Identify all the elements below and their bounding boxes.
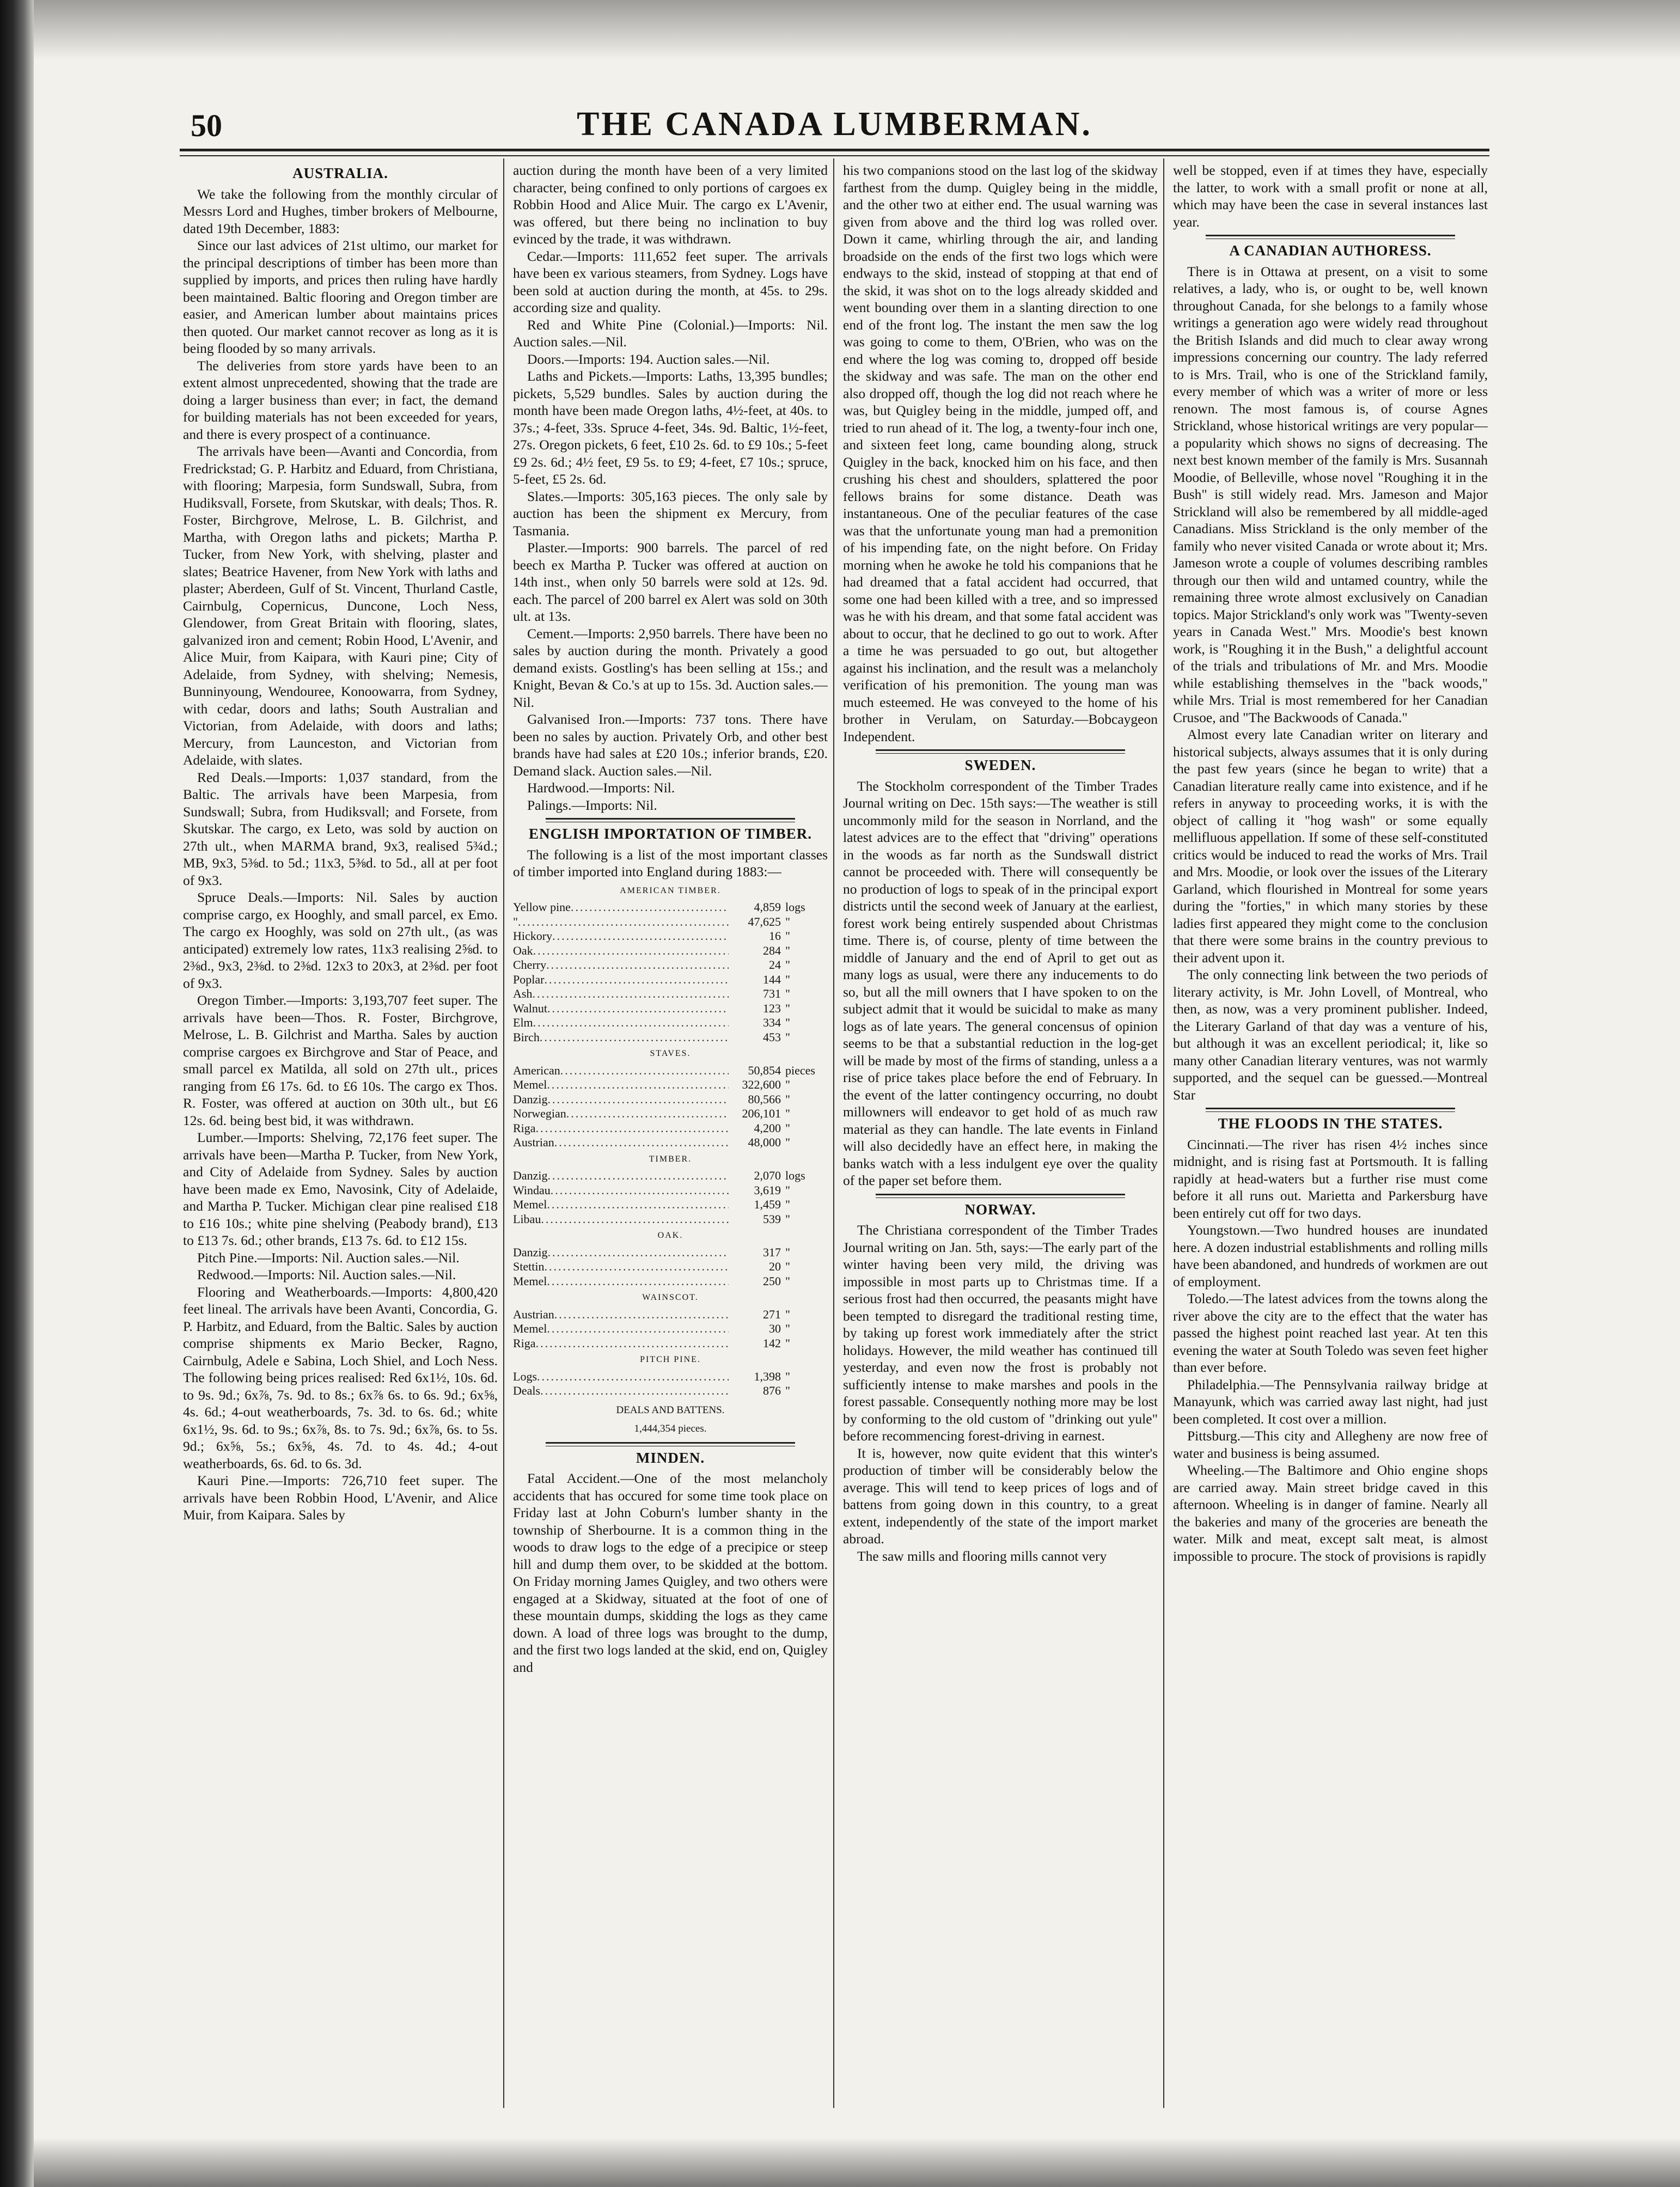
australia-paragraph: The arrivals have been—Avanti and Concordia, from Fredrickstad; G. P. Harbitz and Eduard, from Christiana, with flooring; Marpesia, form Sundswall, Subra, from Hudiksvall, Forsete, from Skutskar, with deals; Thos. R. Foster, Birchgrove, Melrose, L. B. Gilchrist, and Martha, with Oregon laths and pickets; Martha P. Tucker, from New York, with shelving, plaster and slates; Beatrice Havener, from New York with laths and plaster; Aberdeen, Gulf of St. Vincent, Thurland Castle, Cairnbulg, Copernicus, Duncone, Loch Ness, Glendower, from Great Britain with flooring, slates, galvanized iron and cement; Robin Hood, L'Avenir, and Alice Muir, from Kaipara, with Kauri pine; City of Adelaide, from Sydney, with shelving; Nemesis, Bunninyoung, Wendouree, Konoowarra, from Sydney, with cedar, doors and laths; South Australian and Victorian, from Adelaide, with doors and laths; Mercury, from Launceston, and Victorian from Adelaide, with slates. [183,443,498,768]
australia-paragraph: Kauri Pine.—Imports: 726,710 feet super. The arrivals have been Robbin Hood, L'Avenir, and Alice Muir, from Kaipara. Sales by [183,1473,498,1523]
timber-name: Birch [513,1030,540,1044]
continued-paragraph: Palings.—Imports: Nil. [527,797,657,813]
column-divider [833,158,834,2108]
timber-unit: " [785,972,790,986]
table-row [513,1336,828,1351]
timber-name: Memel [513,1078,547,1091]
timber-unit: pieces [785,1063,815,1077]
timber-quantity: 2,070 [754,1169,781,1182]
timber-name: " [513,914,518,928]
page-number: 50 [191,108,222,143]
timber-quantity: 144 [763,972,781,986]
norway-paragraph: It is, however, now quite evident that this winter's production of timber will be considerably below the average. This will tend to keep prices of logs and of battens from going down in this country, to a great extent, independently of the state of the import market abroad. [843,1445,1158,1547]
table-category: PITCH PINE. [640,1355,701,1364]
timber-unit: " [785,1107,790,1120]
australia-paragraph: We take the following from the monthly circular of Messrs Lord and Hughes, timber brokers of Melbourne, dated 19th December, 1883: [183,186,498,236]
timber-unit: " [785,1245,790,1259]
timber-name: Riga [513,1121,536,1135]
timber-unit: " [785,1384,790,1397]
timber-unit: " [785,943,790,957]
timber-quantity: 50,854 [748,1063,781,1077]
timber-quantity: 1,459 [754,1198,781,1211]
section-rule [876,1194,1125,1198]
table-row [513,1121,828,1136]
article-title-canadian-authoress: A CANADIAN AUTHORESS. [1229,242,1432,259]
australia-paragraph: Oregon Timber.—Imports: 3,193,707 feet super. The arrivals have been—Thos. R. Foster, Birchgrove, Melrose, L. B. Gilchrist and Martha. Sales by auction comprise cargoes ex Birchgrove and Star of Peace, and small parcel ex Matilda, all sold on 27th ult., prices ranging from £6 17s. 6d. to £6 10s. The cargo ex Thos. R. Foster, was offered at auction on 30th ult., but £6 12s. 6d. being best bid, it was withdrawn. [183,992,498,1128]
floods-paragraph: Wheeling.—The Baltimore and Ohio engine shops are carried away. Main street bridge caved in this afternoon. Wheeling is in danger of famine. Nearly all the bakeries and many of the groceries are beneath the water. Milk and meat, except salt meat, is almost impossible to procure. The stock of provisions is rapidly [1173,1462,1488,1564]
timber-quantity: 30 [769,1322,781,1335]
dot-leader [548,1169,729,1183]
timber-name: Memel [513,1322,547,1335]
timber-quantity: 80,566 [748,1092,781,1106]
sweden-paragraph: The Stockholm correspondent of the Timber Trades Journal writing on Dec. 15th says:—The weather is still uncommonly mild for the season in Norrland, and the latest advices are to the effect that "driving" operations in the woods as far north as the Sundswall district cannot be proceeded with. There will consequently be no production of logs to speak of in the principal export districts until the second week of January at the earliest, forest work being entirely suspended about Christmas time. There is, of course, plenty of time between the middle of January and the end of April to get out as many logs as usual, were there any inducements to do so, but all the mill owners that I have spoken to on the subject admit that it would be suicidal to make as many logs as of late years. The general concensus of opinion seems to be that a substantial reduction in the log-get will be made by most of the firms of standing, unless a a rise of price takes place before the end of February. In the event of the latter contingency occurring, no doubt millowners will endeavor to get hold of as much raw material as they can handle. The late events in Finland will also decidedly have an effect here, in making the banks watch with a less indulgent eye over the quality of the paper set before them. [843,778,1158,1188]
dot-leader [544,1260,729,1274]
floods-paragraph: Toledo.—The latest advices from the towns along the river above the city are to the effect that the water has passed the highest point reached last year. At ten this evening the water at South Toledo was seven feet higher than ever before. [1173,1291,1488,1375]
timber-name: Memel [513,1198,547,1211]
table-row [513,929,828,944]
timber-unit: " [785,1369,790,1383]
continued-paragraph: Doors.—Imports: 194. Auction sales.—Nil. [527,351,770,367]
column-3 [843,162,1158,2107]
timber-name: Austrian [513,1307,554,1321]
table-row [513,958,828,973]
authoress-paragraph: The only connecting link between the two periods of literary activity, is Mr. John Lovell, of Montreal, who then, as now, was a very prominent publisher. Indeed, the Literary Garland of that day was a venture of his, but although it was an excellent periodical; it, like so many other Canadian literary ventures, was not warmly supported, and the sequel can be guessed.—Montreal Star [1173,967,1488,1103]
timber-name: Austrian [513,1135,554,1149]
continued-paragraph: Slates.—Imports: 305,163 pieces. The only sale by auction has been the shipment ex Mercury, from Tasmania. [513,488,828,539]
dot-leader [537,1370,729,1384]
section-rule [546,818,795,822]
header-rule-thick [180,149,1489,151]
floods-paragraph: Philadelphia.—The Pennsylvania railway bridge at Manayunk, which was carried away last night, had just been completed. It cost over a million. [1173,1376,1488,1427]
timber-quantity: 123 [763,1001,781,1015]
timber-unit: " [785,958,790,972]
timber-name: Cherry [513,958,547,972]
dot-leader [554,1308,729,1322]
dot-leader [571,900,729,915]
column-2 [513,162,828,2107]
australia-paragraph: Spruce Deals.—Imports: Nil. Sales by auction comprise cargo, ex Hooghly, and small parcel, ex Emo. The cargo ex Hooghly, was sold on 27th ult., (as was anticipated) extremely low rates, 11x3 realising 2⅝d. to 2⅜d., 9x3, 2⅜d. to 2⅜d. 12x3 to 20x3, at 2⅜d. per foot of 9x3. [183,889,498,991]
table-row [513,900,828,915]
timber-name: Elm [513,1016,533,1029]
dot-leader [532,987,729,1001]
dot-leader [547,1198,729,1212]
dot-leader [544,973,729,987]
table-row [513,1274,828,1289]
dot-leader [546,958,729,973]
timber-name: American [513,1063,560,1077]
dot-leader [560,1064,729,1078]
masthead: THE CANADA LUMBERMAN. [577,106,1092,143]
timber-quantity: 322,600 [742,1078,781,1091]
dot-leader [547,1274,729,1289]
australia-paragraph: Since our last advices of 21st ultimo, our market for the principal descriptions of timber has been more than supplied by imports, and prices then ruling have hardly been maintained. Baltic flooring and Oregon timber are easier, and American lumber about maintains prices then quoted. Our market cannot recover as long as it is being flooded by so many arrivals. [183,237,498,356]
scanned-binding-edge [0,0,34,2187]
floods-paragraph: Cincinnati.—The river has risen 4½ inches since midnight, and is rising fast at Portsmouth. It is falling rapidly at head-waters but a further rise must come before it all runs out. Marietta and Parkersburg have been entirely cut off for two days. [1173,1136,1488,1221]
floods-paragraph: Pittsburg.—This city and Allegheny are now free of water and business is being assumed. [1173,1428,1488,1461]
table-row [513,1107,828,1121]
dot-leader [533,1016,729,1030]
timber-import-table [513,884,828,1398]
minden-paragraph: his two companions stood on the last log of the skidway farthest from the dump. Quigley being in the middle, and the other two at either end. The usual warning was given from above and the third log was rolled over. Down it came, whirling through the air, and landing broadside on the ends of the first two logs which were endways to the skid, instead of stopping at that end of the skid, it was shot on to the logs already skidded and went bounding over them in a slanting direction to one end of the front log. The instant the men saw the log was going to come to them, O'Brien, who was on the end where the log was coming to, dropped off beside the skidway and was safe. The man on the other end also dropped off, though the log did not reach where he was, but Quigley being in the middle, jumped off, and tried to run ahead of it. The log, a twenty-four inch one, and sixteen feet long, came bounding along, struck Quigley in the back, knocked him on his face, and then crushing his chest and shoulders, splattered the poor fellows brains for some distance. Death was instantaneous. One of the peculiar features of the case was that the unfortunate young man had a premonition of his impending fate, on the night before. On Friday morning when he awoke he told his companions that he had dreamed that a fatal accident had occurred, that some one had been killed with a tree, and so impressed was he with his dream, and that some fatal accident was about to occur, that he declined to go out to work. After a time he was persuaded to go out, but altogether against his inclination, and the result was a melancholy verification of his premonition. The young man was much esteemed. He was conveyed to the home of his brother in Verulam, on Saturday.—Bobcaygeon Independent. [843,162,1158,744]
table-category: WAINSCOT. [642,1293,699,1302]
timber-quantity: 284 [763,943,781,957]
continued-paragraph: auction during the month have been of a very limited character, being confined to only portions of cargoes ex Robbin Hood and Alice Muir. The cargo ex L'Avenir, was offered, but there being no inclination to buy evinced by the trade, it was withdrawn. [513,162,828,247]
australia-paragraph: Red Deals.—Imports: 1,037 standard, from the Baltic. The arrivals have been Marpesia, from Sundswall; Subra, from Hudiksvall; and Forsete, from Skutskar. The cargo, ex Leto, was sold by auction on 27th ult., when MARMA brand, 9x3, realised 5¾d.; MB, 9x3, 5⅜d. to 5d.; 11x3, 5⅜d. to 5d., all at per foot of 9x3. [183,769,498,888]
norway-paragraph: The Christiana correspondent of the Timber Trades Journal writing on Jan. 5th, says:—The early part of the winter having been very mild, the driving was impossible in most parts up to Christmas time. If a serious frost had then occurred, the peasants might have been tempted to disregard the traditional resting time, by taking up forest work immediately after the strict holidays. However, the mild weather has continued till yesterday, and even now the frost is probably not sufficiently intense to make marshes and pools in the forest passable. Consequently nothing more may be lost by conforming to the old custom of "drinking out yule" before recommencing forest-driving in earnest. [843,1222,1158,1444]
timber-unit: " [785,1260,790,1273]
article-title-australia: AUSTRALIA. [292,165,388,181]
dot-leader [536,1121,729,1136]
dot-leader [518,915,729,930]
timber-unit: " [785,987,790,1000]
timber-unit: " [785,1336,790,1350]
timber-name: Danzig [513,1245,548,1259]
timber-unit: " [785,1092,790,1106]
timber-quantity: 1,398 [754,1369,781,1383]
australia-paragraph: Redwood.—Imports: Nil. Auction sales.—Nil. [197,1267,456,1282]
timber-name: Yellow pine [513,900,571,914]
timber-unit: " [785,1198,790,1211]
timber-quantity: 24 [769,958,781,972]
continued-paragraph: Cement.—Imports: 2,950 barrels. There have been no sales by auction during the month. Privately a good demand exists. Gostling's has been selling at 15s.; and Knight, Bevan & Co.'s at up to 15s. 3d. Auction sales.—Nil. [513,625,828,710]
continued-paragraph: Laths and Pickets.—Imports: Laths, 13,395 bundles; pickets, 5,529 bundles. Sales by auction during the month have been made Oregon laths, 4½-feet, at 40s. to 37s.; 4-feet, 33s. Spruce 4-feet, 34s. 9d. Baltic, 1½-feet, 27s. Oregon pickets, 6 feet, £10 2s. 6d. to £9 10s.; 5-feet £9 2s. 6d.; 4½ feet, £9 5s. to £9; 4-feet, £7 10s.; spruce, 5-feet, £5 2s. 6d. [513,368,828,487]
timber-quantity: 876 [763,1384,781,1397]
table-row [513,1064,828,1078]
table-category: AMERICAN TIMBER. [620,885,721,895]
dot-leader [540,1030,729,1045]
dot-leader [548,1092,729,1107]
continued-paragraph: Cedar.—Imports: 111,652 feet super. The arrivals have been ex various steamers, from Sydney. Logs have been sold at auction during the month, at 45s. to 29s. according size and quality. [513,248,828,315]
timber-quantity: 48,000 [748,1135,781,1149]
table-row [513,1092,828,1107]
table-category: STAVES. [650,1049,691,1058]
timber-quantity: 250 [763,1274,781,1288]
english-importation-intro: The following is a list of the most important classes of timber imported into England during 1883:— [513,846,828,879]
section-rule [1206,1108,1455,1112]
minden-paragraph: Fatal Accident.—One of the most melancholy accidents that has occured for some time took place on Friday last at John Coburn's lumber shanty in the township of Sherbourne. It is a common thing in the woods to draw logs to the edge of a precipice or steep hill and dump them over, to be skidded at the bottom. On Friday morning James Quigley, and two others were engaged at a Skidway, situated at the foot of one of these mountain dumps, skidding the logs as they came down. A load of three logs was brought to the dump, and the first two logs landed at the skid, end on, Quigley and [513,1470,828,1675]
timber-unit: logs [785,1169,805,1182]
timber-quantity: 731 [763,987,781,1000]
table-row [513,1169,828,1183]
article-title-sweden: SWEDEN. [964,757,1036,773]
table-row [513,1384,828,1398]
timber-quantity: 453 [763,1030,781,1044]
scan-shadow-bottom [34,2138,1680,2187]
column-divider [1163,158,1164,2108]
dot-leader [547,1078,729,1092]
timber-quantity: 4,859 [754,900,781,914]
dot-leader [551,1183,729,1198]
timber-unit: " [785,1322,790,1335]
section-rule [1206,235,1455,239]
timber-quantity: 142 [763,1336,781,1350]
timber-quantity: 334 [763,1016,781,1029]
continued-paragraph: Plaster.—Imports: 900 barrels. The parcel of red beech ex Martha P. Tucker was offered at auction on 14th inst., when only 50 barrels were sold at 12s. 9d. each. The parcel of 200 barrel ex Alert was sold on 30th ult. at 13s. [513,540,828,624]
continued-paragraph: Hardwood.—Imports: Nil. [527,780,675,796]
timber-name: Norwegian [513,1107,566,1120]
timber-unit: " [785,1078,790,1091]
table-row [513,1135,828,1150]
table-row [513,1078,828,1092]
dot-leader [547,1001,729,1016]
timber-name: Libau [513,1212,541,1226]
section-rule [546,1442,795,1446]
norway-paragraph: well be stopped, even if at times they have, especially the latter, to work with a small profit or none at all, which may have been the case in several instances last year. [1173,162,1488,230]
australia-paragraph: Flooring and Weatherboards.—Imports: 4,800,420 feet lineal. The arrivals have been Avanti, Concordia, G. P. Harbitz, and Eduard, from the Baltic. Sales by auction comprise shipments ex Mario Becker, Ragno, Cairnbulg, Adele e Sabina, Loch Shiel, and Loch Ness. The following being prices realised: Red 6x1½, 10s. 6d. to 9s. 9d.; 6x⅞, 7s. 9d. to 8s.; 6x⅞ 6s. to 6s. 9d.; 6x⅝, 4s. 6d.; 4-out weatherboards, 7s. 3d. to 6s. 6d.; white 6x1½, 9s. 6d. to 9s.; 6x⅞, 8s. to 7s. 9d.; 6x⅞, 6s. to 5s. 9d.; 6x⅝, 5s.; 6x⅝, 4s. 7d. to 4s. 4d.; 4-out weatherboards, 6s. 6d. to 6s. 3d. [183,1284,498,1471]
table-row [513,1030,828,1045]
deals-battens-caption: DEALS AND BATTENS. [616,1404,725,1416]
timber-name: Poplar [513,972,545,986]
article-title-floods: THE FLOODS IN THE STATES. [1218,1115,1443,1132]
timber-unit: logs [785,900,805,914]
column-divider [503,158,504,2108]
table-category: OAK. [657,1231,683,1240]
column-1 [183,162,498,2107]
dot-leader [536,1336,729,1351]
timber-unit: " [785,1307,790,1321]
timber-unit: " [785,1183,790,1197]
table-row [513,987,828,1001]
timber-unit: " [785,1030,790,1044]
timber-name: Danzig [513,1092,548,1106]
article-title-english-importation: ENGLISH IMPORTATION OF TIMBER. [528,826,812,842]
timber-unit: " [785,929,790,943]
table-category: TIMBER. [649,1154,692,1164]
table-row [513,1308,828,1322]
timber-unit: " [785,1001,790,1015]
authoress-paragraph: Almost every late Canadian writer on literary and historical subjects, always assumes that it is only during the past few years (since he began to write) that a Canadian literature really came into existence, and if he refers in anyway to proceeding works, it is with the object of calling it "hog wash" or some equally mellifluous appellation. If some of these self-constituted critics would be induced to read the works of Mrs. Trail and Mrs. Moodie, or look over the issues of the Literary Garland, which flourished in Montreal for some years during the "forties," in which many stories by these ladies first appeared they might come to the conclusion that there were some brains in the country previous to their advent upon it. [1173,726,1488,966]
dot-leader [547,1322,729,1336]
continued-paragraph: Red and White Pine (Colonial.)—Imports: Nil. Auction sales.—Nil. [513,316,828,350]
timber-name: Memel [513,1274,547,1288]
australia-paragraph: Pitch Pine.—Imports: Nil. Auction sales.—Nil. [197,1249,460,1266]
newspaper-page [180,95,1489,2121]
page-header [180,95,1489,150]
deals-battens-total: 1,444,354 pieces. [634,1423,707,1434]
timber-quantity: 206,101 [742,1107,781,1120]
dot-leader [566,1107,729,1121]
column-4 [1173,162,1488,2107]
timber-unit: " [785,1016,790,1029]
table-row [513,1212,828,1227]
floods-paragraph: Youngstown.—Two hundred houses are inundated here. A dozen industrial establishments and rolling mills have been abandoned, and hundreds of workmen are out of employment. [1173,1222,1488,1290]
timber-quantity: 3,619 [754,1183,781,1197]
timber-quantity: 4,200 [754,1121,781,1135]
table-row [513,944,828,958]
timber-quantity: 317 [763,1245,781,1259]
timber-name: Stettin [513,1260,545,1273]
section-rule [876,749,1125,754]
timber-name: Oak [513,943,533,957]
table-row [513,915,828,930]
dot-leader [540,1384,729,1398]
norway-paragraph: The saw mills and flooring mills cannot very [857,1548,1107,1564]
table-row [513,1198,828,1212]
australia-paragraph: The deliveries from store yards have been to an extent almost unprecedented, showing that the trade are doing a larger business than ever; in fact, the demand for building materials has not been exceeded for years, and there is every prospect of a continuance. [183,357,498,442]
timber-quantity: 539 [763,1212,781,1226]
timber-name: Ash [513,987,533,1000]
timber-unit: " [785,1135,790,1149]
table-row [513,1322,828,1336]
timber-quantity: 47,625 [748,914,781,928]
timber-name: Riga [513,1336,536,1350]
dot-leader [552,929,729,944]
authoress-paragraph: There is in Ottawa at present, on a visit to some relatives, a lady, who is, or ought to be, well known throughout Canada, for she belongs to a family whose writings a generation ago were widely read throughout the British Islands and did much to clear away wrong impressions concerning our country. The lady referred to is Mrs. Trail, who is one of the Strickland family, every member of which was a writer of more or less renown. The most famous is, of course Agnes Strickland, whose historical writings are very popular—a popularity which shows no signs of decreasing. The next best known member of the family is Mrs. Susannah Moodie, of Belleville, whose novel "Roughing it in the Bush" is still widely read. Mrs. Jameson and Major Strickland will also be remembered by all middle-aged Canadians. Miss Strickland is the only member of the family who never visited Canada or wrote about it; Mrs. Jameson wrote a couple of volumes describing rambles through our then wild and untamed country, while the remaining three wrote almost exclusively on Canadian topics. Major Strickland's only work was "Twenty-seven years in Canada West." Mrs. Moodie's best known work, is "Roughing it in the Bush," a delightful account of the trials and tribulations of Mr. and Mrs. Moodie while establishing themselves in the "back woods," while Mrs. Trial is most remembered for her Canadian Crusoe, and "The Backwoods of Canada." [1173,263,1488,725]
table-row [513,1001,828,1016]
timber-name: Hickory [513,929,553,943]
dot-leader [533,944,729,958]
timber-name: Danzig [513,1169,548,1182]
scan-shadow-top [34,0,1680,60]
timber-unit: " [785,914,790,928]
timber-name: Logs [513,1369,537,1383]
table-row [513,1183,828,1198]
table-row [513,973,828,987]
timber-name: Deals [513,1384,541,1397]
article-title-minden: MINDEN. [636,1449,705,1466]
dot-leader [554,1135,729,1150]
timber-quantity: 271 [763,1307,781,1321]
article-title-norway: NORWAY. [964,1201,1036,1218]
timber-unit: " [785,1212,790,1226]
continued-paragraph: Galvanised Iron.—Imports: 737 tons. There have been no sales by auction. Privately Orb, and other best brands have had sales at £20 10s.; inferior brands, £20. Demand slack. Auction sales.—Nil. [513,711,828,779]
dot-leader [541,1212,729,1227]
timber-quantity: 20 [769,1260,781,1273]
timber-quantity: 16 [769,929,781,943]
australia-paragraph: Lumber.—Imports: Shelving, 72,176 feet super. The arrivals have been—Martha P. Tucker, from New York, and City of Adelaide from Sydney. Sales by auction have been made ex Emo, Navosink, City of Adelaide, and Martha P. Tucker. Michigan clear pine realised £18 to £16 10s.; white pine shelving (Peabody brand), £13 to £13 7s. 6d.; other brands, £13 7s. 6d. to £12 15s. [183,1129,498,1248]
table-row [513,1245,828,1260]
table-row [513,1370,828,1384]
dot-leader [548,1245,729,1260]
header-rule-thin [180,155,1489,156]
timber-unit: " [785,1121,790,1135]
table-row [513,1260,828,1274]
timber-name: Walnut [513,1001,547,1015]
timber-name: Windau [513,1183,551,1197]
timber-unit: " [785,1274,790,1288]
table-row [513,1016,828,1030]
